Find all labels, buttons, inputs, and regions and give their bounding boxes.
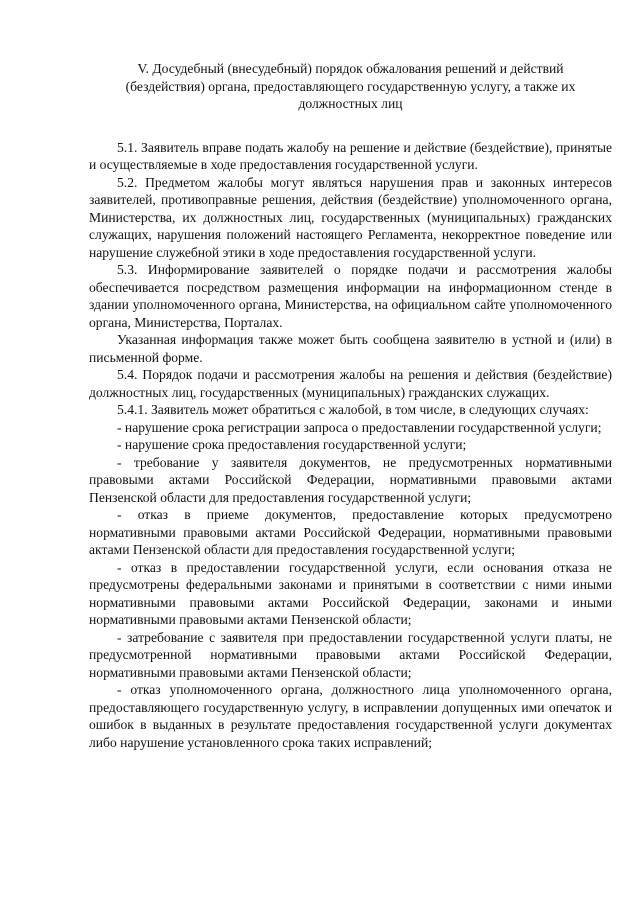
paragraph-5-4-1: 5.4.1. Заявитель может обратиться с жалобой, в том числе, в следующих случаях: — [117, 402, 589, 417]
paragraph-info-note: Указанная информация также может быть сообщена заявителю в устной и (или) в письменной форме. — [89, 332, 612, 365]
heading-line-1: V. Досудебный (внесудебный) порядок обжалования решений и действий — [137, 61, 564, 76]
paragraph-5-3: 5.3. Информирование заявителей о порядке подачи и рассмотрения жалобы обеспечивается посредством размещения информации на информационном стенде в здании уполномоченного органа, Министерства, на официальном сайте уполномоченного органа, Министерства, Порталах. — [89, 262, 612, 330]
list-item: - отказ в предоставлении государственной услуги, если основания отказа не предусмотрены федеральными законами и принятыми в соответствии с ними иными нормативными правовыми актами Российской Федерации, законами и иными нормативными правовыми актами Пензенской области; — [89, 559, 612, 627]
paragraph-5-4: 5.4. Порядок подачи и рассмотрения жалобы на решения и действия (бездействие) должностных лиц, государственных (муниципальных) гражданских служащих. — [89, 367, 612, 400]
heading-line-3: должностных лиц — [298, 96, 403, 111]
heading-line-2: (бездействия) органа, предоставляющего государственную услугу, а также их — [125, 78, 576, 94]
list-item: - затребование с заявителя при предоставлении государственной услуги платы, не предусмотренной нормативными правовыми актами Российской Федерации, нормативными правовыми актами Пензенской области; — [89, 629, 612, 680]
section-heading — [89, 60, 612, 113]
paragraph-5-2: 5.2. Предметом жалобы могут являться нарушения прав и законных интересов заявителей, противоправные решения, действия (бездействие) уполномоченного органа, Министерства, их должностных лиц, государственных (муниципальных) гражданских служащих, нарушения положений настоящего Регламента, некорректное поведение или нарушение служебной этики в ходе предоставления государственной услуги. — [89, 174, 612, 260]
list-item: - требование у заявителя документов, не предусмотренных нормативными правовыми актами Российской Федерации, нормативными правовыми актами Пензенской области для предоставления государственной услуги; — [89, 454, 612, 505]
document-body — [89, 139, 612, 752]
paragraph-5-1: 5.1. Заявитель вправе подать жалобу на решение и действие (бездействие), принятые и осуществляемые в ходе предоставления государственной услуги. — [89, 139, 612, 172]
list-item: - нарушение срока предоставления государственной услуги; — [117, 437, 467, 452]
list-item: - отказ уполномоченного органа, должностного лица уполномоченного органа, предоставляющего государственную услугу, в исправлении допущенных ими опечаток и ошибок в выданных в результате предоставления государственной услуги документах либо нарушение установленного срока таких исправлений; — [89, 682, 612, 750]
list-item: - отказ в приеме документов, предоставление которых предусмотрено нормативными правовыми актами Российской Федерации, нормативными правовыми актами Пензенской области для предоставления государственной услуги; — [89, 507, 612, 557]
list-item: - нарушение срока регистрации запроса о предоставлении государственной услуги; — [117, 419, 602, 435]
